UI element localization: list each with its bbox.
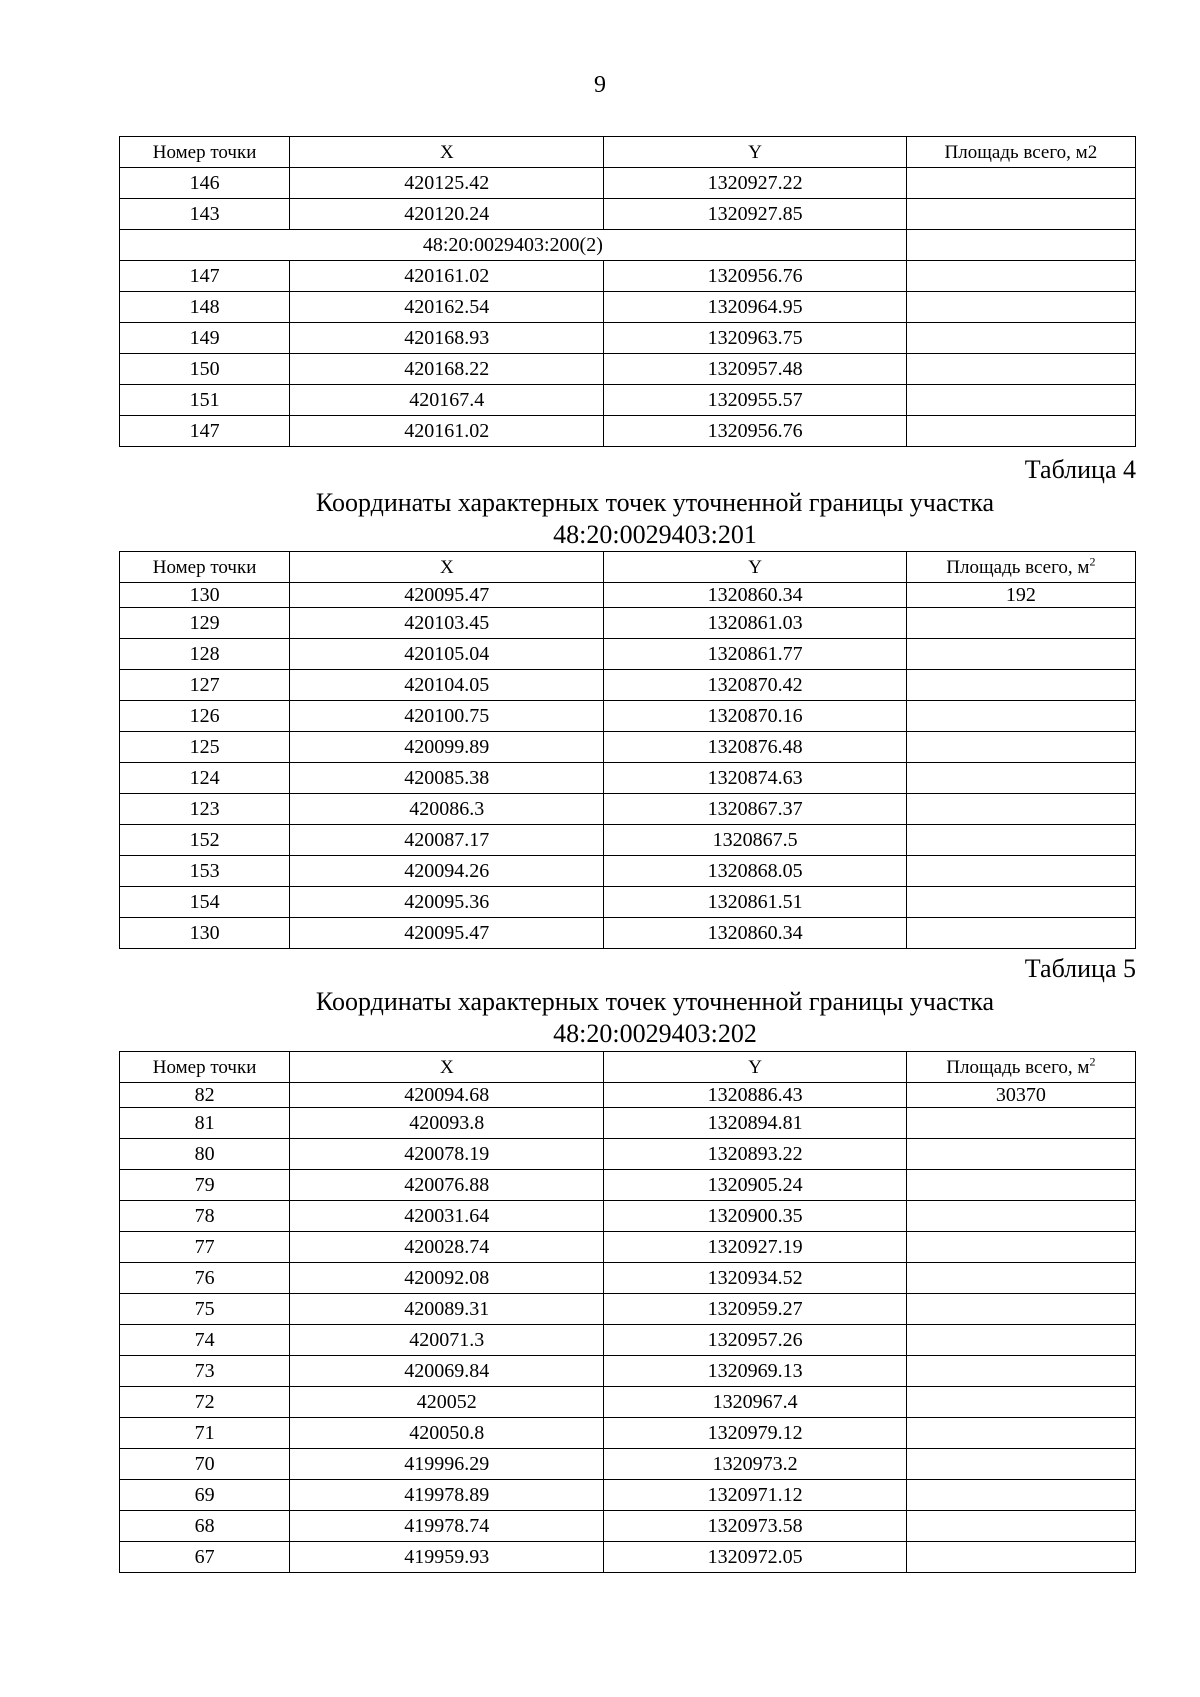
- cell-x: 420125.42: [290, 168, 604, 199]
- cell-x: 420167.4: [290, 385, 604, 416]
- table-row: [120, 1232, 1136, 1263]
- coordinates-table-5: [119, 1051, 1136, 1573]
- table-row: [120, 1480, 1136, 1511]
- cell-y: 1320927.22: [604, 168, 906, 199]
- cell-point-number: 123: [120, 794, 290, 825]
- cell-y: 1320964.95: [604, 292, 906, 323]
- cell-y: 1320957.26: [604, 1325, 906, 1356]
- cell-point-number: 151: [120, 385, 290, 416]
- table-row: [120, 763, 1136, 794]
- table-row: [120, 1263, 1136, 1294]
- coordinates-table-4: [119, 551, 1136, 949]
- coordinates-table-continued: [119, 136, 1136, 447]
- cell-x: 420161.02: [290, 261, 604, 292]
- cell-x: 420031.64: [290, 1201, 604, 1232]
- cell-point-number: 143: [120, 199, 290, 230]
- table-row: [120, 261, 1136, 292]
- cell-x: 420095.47: [290, 583, 604, 608]
- cell-point-number: 149: [120, 323, 290, 354]
- header-x: X: [290, 552, 604, 583]
- table-5-caption-line1: Координаты характерных точек уточненной границы участка: [315, 987, 995, 1016]
- cell-x: 420087.17: [290, 825, 604, 856]
- table-row: [120, 887, 1136, 918]
- cell-point-number: 73: [120, 1356, 290, 1387]
- cell-y: 1320957.48: [604, 354, 906, 385]
- table-row: [120, 1542, 1136, 1573]
- cell-y: 1320874.63: [604, 763, 906, 794]
- header-area: [906, 1052, 1135, 1083]
- table-row: [120, 168, 1136, 199]
- cell-area: [906, 1387, 1135, 1418]
- header-point-number: Номер точки: [120, 137, 290, 168]
- table-row: [120, 732, 1136, 763]
- cell-area: [906, 1418, 1135, 1449]
- cell-point-number: 130: [120, 918, 290, 949]
- cell-x: 420078.19: [290, 1139, 604, 1170]
- cell-x: 419978.74: [290, 1511, 604, 1542]
- cell-y: 1320934.52: [604, 1263, 906, 1294]
- table-header-row: [120, 552, 1136, 583]
- cell-area: [906, 918, 1135, 949]
- table-row: [120, 1325, 1136, 1356]
- cell-y: 1320861.51: [604, 887, 906, 918]
- cell-area: [906, 763, 1135, 794]
- page-number: 9: [594, 72, 606, 98]
- header-area-label: Площадь всего, м: [946, 557, 1090, 578]
- table-row: [120, 1356, 1136, 1387]
- cell-y: 1320969.13: [604, 1356, 906, 1387]
- table-cell: [906, 230, 1135, 261]
- header-y: Y: [604, 552, 906, 583]
- cell-x: 420094.26: [290, 856, 604, 887]
- cell-y: 1320876.48: [604, 732, 906, 763]
- cell-area: [906, 416, 1135, 447]
- cell-point-number: 75: [120, 1294, 290, 1325]
- table-row: [120, 701, 1136, 732]
- cell-area: [906, 856, 1135, 887]
- cell-x: 420095.36: [290, 887, 604, 918]
- cell-x: 420094.68: [290, 1083, 604, 1108]
- area-unit-superscript: 2: [1089, 554, 1096, 569]
- cell-area: [906, 199, 1135, 230]
- cell-x: 420104.05: [290, 670, 604, 701]
- table-row: [120, 385, 1136, 416]
- cell-point-number: 70: [120, 1449, 290, 1480]
- cell-x: 420086.3: [290, 794, 604, 825]
- cell-point-number: 82: [120, 1083, 290, 1108]
- table-row: [120, 1511, 1136, 1542]
- cell-area: [906, 292, 1135, 323]
- cell-y: 1320900.35: [604, 1201, 906, 1232]
- table-row: [120, 794, 1136, 825]
- header-point-number: Номер точки: [120, 1052, 290, 1083]
- cell-area: [906, 261, 1135, 292]
- area-unit-superscript: 2: [1089, 1054, 1096, 1069]
- cell-x: 420071.3: [290, 1325, 604, 1356]
- cell-y: 1320927.85: [604, 199, 906, 230]
- header-point-number: Номер точки: [120, 552, 290, 583]
- cell-point-number: 81: [120, 1108, 290, 1139]
- cell-point-number: 76: [120, 1263, 290, 1294]
- table-row: [120, 354, 1136, 385]
- cell-area: [906, 1325, 1135, 1356]
- table-5-number: Таблица 5: [1024, 954, 1136, 983]
- cell-y: 1320955.57: [604, 385, 906, 416]
- parcel-subheading: 48:20:0029403:200(2): [120, 230, 907, 261]
- table-row: [120, 1083, 1136, 1108]
- cell-y: 1320973.2: [604, 1449, 906, 1480]
- table-header-row: [120, 1052, 1136, 1083]
- cell-x: 420120.24: [290, 199, 604, 230]
- cell-x: 420100.75: [290, 701, 604, 732]
- cell-x: 420162.54: [290, 292, 604, 323]
- cell-area: 30370: [906, 1083, 1135, 1108]
- cell-x: 419996.29: [290, 1449, 604, 1480]
- table-row: [120, 1108, 1136, 1139]
- cell-point-number: 71: [120, 1418, 290, 1449]
- cell-x: 420099.89: [290, 732, 604, 763]
- cell-area: [906, 354, 1135, 385]
- cell-x: 420105.04: [290, 639, 604, 670]
- cell-y: 1320956.76: [604, 416, 906, 447]
- cell-y: 1320867.5: [604, 825, 906, 856]
- table-row: [120, 583, 1136, 608]
- table-row: [120, 416, 1136, 447]
- table-5-caption-line2: 48:20:0029403:202: [553, 1019, 757, 1048]
- cell-x: 420028.74: [290, 1232, 604, 1263]
- cell-y: 1320956.76: [604, 261, 906, 292]
- cell-y: 1320959.27: [604, 1294, 906, 1325]
- header-y: Y: [604, 1052, 906, 1083]
- cell-x: 420103.45: [290, 608, 604, 639]
- cell-y: 1320861.03: [604, 608, 906, 639]
- cell-area: [906, 1480, 1135, 1511]
- table-row: [120, 323, 1136, 354]
- cell-y: 1320861.77: [604, 639, 906, 670]
- cell-area: [906, 168, 1135, 199]
- cell-y: 1320905.24: [604, 1170, 906, 1201]
- cell-x: 420076.88: [290, 1170, 604, 1201]
- table-row: [120, 1201, 1136, 1232]
- cell-point-number: 68: [120, 1511, 290, 1542]
- cell-y: 1320870.16: [604, 701, 906, 732]
- cell-area: [906, 1232, 1135, 1263]
- cell-x: 420168.22: [290, 354, 604, 385]
- table-row: [120, 608, 1136, 639]
- cell-area: [906, 385, 1135, 416]
- cell-area: [906, 1170, 1135, 1201]
- cell-point-number: 147: [120, 261, 290, 292]
- table-row: [120, 1449, 1136, 1480]
- cell-point-number: 128: [120, 639, 290, 670]
- cell-y: 1320867.37: [604, 794, 906, 825]
- cell-x: 420095.47: [290, 918, 604, 949]
- cell-area: [906, 1356, 1135, 1387]
- cell-y: 1320868.05: [604, 856, 906, 887]
- cell-y: 1320927.19: [604, 1232, 906, 1263]
- table-row: [120, 670, 1136, 701]
- cell-area: 192: [906, 583, 1135, 608]
- cell-area: [906, 639, 1135, 670]
- table-row: [120, 1294, 1136, 1325]
- cell-x: 420050.8: [290, 1418, 604, 1449]
- cell-x: 420085.38: [290, 763, 604, 794]
- cell-point-number: 154: [120, 887, 290, 918]
- cell-y: 1320893.22: [604, 1139, 906, 1170]
- cell-point-number: 67: [120, 1542, 290, 1573]
- table-row: [120, 1139, 1136, 1170]
- cell-point-number: 78: [120, 1201, 290, 1232]
- cell-area: [906, 670, 1135, 701]
- table-row: [120, 1170, 1136, 1201]
- parcel-subheading-row: [120, 230, 1136, 261]
- cell-area: [906, 825, 1135, 856]
- table-4-number: Таблица 4: [1024, 455, 1136, 484]
- cell-area: [906, 794, 1135, 825]
- table-header-row: [120, 137, 1136, 168]
- cell-area: [906, 1449, 1135, 1480]
- header-area-label: Площадь всего, м: [946, 1057, 1090, 1078]
- cell-point-number: 130: [120, 583, 290, 608]
- cell-point-number: 77: [120, 1232, 290, 1263]
- cell-x: 420089.31: [290, 1294, 604, 1325]
- header-x: X: [290, 1052, 604, 1083]
- cell-point-number: 146: [120, 168, 290, 199]
- table-row: [120, 199, 1136, 230]
- cell-point-number: 72: [120, 1387, 290, 1418]
- table-row: [120, 292, 1136, 323]
- cell-area: [906, 732, 1135, 763]
- cell-point-number: 150: [120, 354, 290, 385]
- cell-area: [906, 887, 1135, 918]
- cell-area: [906, 1542, 1135, 1573]
- cell-point-number: 74: [120, 1325, 290, 1356]
- cell-y: 1320860.34: [604, 583, 906, 608]
- cell-point-number: 148: [120, 292, 290, 323]
- cell-x: 420069.84: [290, 1356, 604, 1387]
- header-area: [906, 552, 1135, 583]
- cell-x: 420161.02: [290, 416, 604, 447]
- cell-area: [906, 1201, 1135, 1232]
- table-4-caption-line1: Координаты характерных точек уточненной границы участка: [315, 488, 995, 517]
- cell-area: [906, 1511, 1135, 1542]
- cell-point-number: 69: [120, 1480, 290, 1511]
- cell-area: [906, 608, 1135, 639]
- cell-point-number: 129: [120, 608, 290, 639]
- cell-point-number: 80: [120, 1139, 290, 1170]
- cell-point-number: 152: [120, 825, 290, 856]
- cell-y: 1320963.75: [604, 323, 906, 354]
- cell-area: [906, 701, 1135, 732]
- cell-y: 1320860.34: [604, 918, 906, 949]
- table-row: [120, 825, 1136, 856]
- cell-point-number: 147: [120, 416, 290, 447]
- table-row: [120, 639, 1136, 670]
- table-row: [120, 856, 1136, 887]
- cell-point-number: 127: [120, 670, 290, 701]
- cell-area: [906, 1108, 1135, 1139]
- cell-point-number: 153: [120, 856, 290, 887]
- cell-y: 1320973.58: [604, 1511, 906, 1542]
- cell-x: 420092.08: [290, 1263, 604, 1294]
- header-x: X: [290, 137, 604, 168]
- cell-area: [906, 323, 1135, 354]
- cell-x: 420093.8: [290, 1108, 604, 1139]
- table-row: [120, 1387, 1136, 1418]
- cell-y: 1320886.43: [604, 1083, 906, 1108]
- cell-y: 1320870.42: [604, 670, 906, 701]
- table-row: [120, 1418, 1136, 1449]
- cell-y: 1320979.12: [604, 1418, 906, 1449]
- cell-y: 1320971.12: [604, 1480, 906, 1511]
- cell-x: 420168.93: [290, 323, 604, 354]
- cell-area: [906, 1294, 1135, 1325]
- cell-y: 1320894.81: [604, 1108, 906, 1139]
- cell-area: [906, 1263, 1135, 1294]
- cell-x: 419959.93: [290, 1542, 604, 1573]
- table-4-caption-line2: 48:20:0029403:201: [553, 520, 757, 549]
- header-y: Y: [604, 137, 906, 168]
- cell-x: 420052: [290, 1387, 604, 1418]
- cell-point-number: 79: [120, 1170, 290, 1201]
- table-row: [120, 918, 1136, 949]
- cell-area: [906, 1139, 1135, 1170]
- cell-x: 419978.89: [290, 1480, 604, 1511]
- header-area: Площадь всего, м2: [906, 137, 1135, 168]
- cell-point-number: 124: [120, 763, 290, 794]
- cell-point-number: 126: [120, 701, 290, 732]
- cell-y: 1320967.4: [604, 1387, 906, 1418]
- cell-y: 1320972.05: [604, 1542, 906, 1573]
- cell-point-number: 125: [120, 732, 290, 763]
